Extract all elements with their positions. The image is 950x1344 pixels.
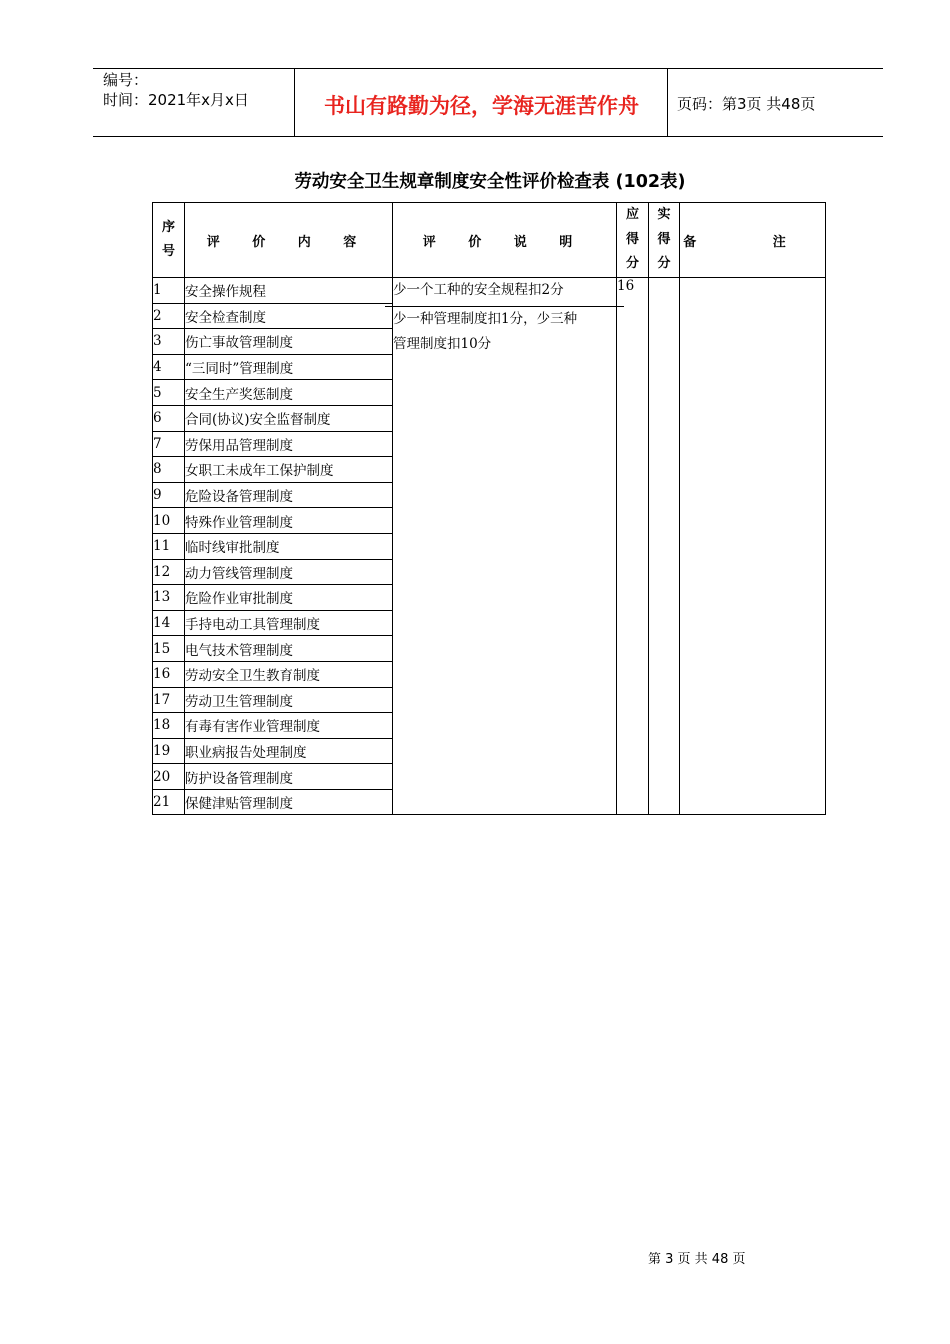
row-item: 手持电动工具管理制度: [185, 610, 393, 636]
footer-page-number: 第 3 页 共 48 页: [648, 1252, 746, 1267]
row-item: 伤亡事故管理制度: [185, 329, 393, 355]
row-number: 12: [153, 559, 185, 585]
header-should-char: 应: [625, 207, 639, 223]
header-divider-right: [667, 68, 668, 136]
table-row: [153, 278, 826, 304]
row-number: 3: [153, 329, 185, 355]
row-item: 危险设备管理制度: [185, 482, 393, 508]
header-should-score: [617, 203, 649, 278]
header-remark-label: 备 注: [683, 234, 822, 250]
should-score-cell: 16: [617, 278, 649, 815]
row-item: 保健津贴管理制度: [185, 789, 393, 815]
row-item: 安全检查制度: [185, 303, 393, 329]
row-item: 合同(协议)安全监督制度: [185, 405, 393, 431]
row-item: 防护设备管理制度: [185, 764, 393, 790]
header-content-label: 评 价 内 容: [206, 234, 371, 250]
header-no-char: 号: [161, 244, 175, 259]
row-item: 劳动安全卫生教育制度: [185, 661, 393, 687]
row-item: 特殊作业管理制度: [185, 508, 393, 534]
row-number: 11: [153, 533, 185, 559]
description-line: 少一个工种的安全规程扣2分: [393, 282, 564, 298]
header-actual-char: 得: [657, 231, 671, 247]
row-item: 劳动卫生管理制度: [185, 687, 393, 713]
header-description: [393, 203, 617, 278]
row-number: 1: [153, 278, 185, 304]
header-actual-char: 实: [657, 207, 671, 223]
row-number: 13: [153, 585, 185, 611]
row-number: 9: [153, 482, 185, 508]
row-number: 4: [153, 354, 185, 380]
row-item: 职业病报告处理制度: [185, 738, 393, 764]
header-bottom-rule: [93, 136, 883, 137]
row-number: 15: [153, 636, 185, 662]
serial-label: 编号：: [103, 71, 149, 89]
row-item: 电气技术管理制度: [185, 636, 393, 662]
header-no-char: 序: [161, 219, 175, 235]
row-number: 14: [153, 610, 185, 636]
row-number: 16: [153, 661, 185, 687]
table-body: [153, 278, 826, 815]
header-content: [185, 203, 393, 278]
header-description-label: 评 价 说 明: [422, 234, 587, 250]
row-item: 安全操作规程: [185, 278, 393, 304]
row-number: 7: [153, 431, 185, 457]
document-title: 劳动安全卫生规章制度安全性评价检查表 (102表): [294, 172, 686, 192]
remark-cell: [680, 278, 826, 815]
row-number: 2: [153, 303, 185, 329]
row-item: 劳保用品管理制度: [185, 431, 393, 457]
row-item: 女职工未成年工保护制度: [185, 457, 393, 483]
header-actual-char: 分: [657, 256, 671, 272]
header-should-char: 分: [625, 256, 639, 272]
row-number: 20: [153, 764, 185, 790]
header-no: [153, 203, 185, 278]
row-item: 有毒有害作业管理制度: [185, 713, 393, 739]
row-item: 危险作业审批制度: [185, 585, 393, 611]
header-actual-score: [649, 203, 680, 278]
description-cell: [393, 278, 617, 815]
header-page-info: 页码：第3页 共48页: [677, 95, 816, 113]
header-divider-left: [294, 68, 295, 136]
description-line: 管理制度扣10分: [393, 336, 492, 352]
row-number: 8: [153, 457, 185, 483]
header-should-char: 得: [625, 231, 639, 247]
actual-score-cell: [649, 278, 680, 815]
row-number: 18: [153, 713, 185, 739]
row-number: 10: [153, 508, 185, 534]
row-number: 21: [153, 789, 185, 815]
description-line: 少一种管理制度扣1分，少三种: [393, 311, 578, 327]
row-item: 临时线审批制度: [185, 533, 393, 559]
table-header-row: [153, 203, 826, 278]
row-number: 19: [153, 738, 185, 764]
time-label: 时间：2021年x月x日: [103, 91, 249, 109]
row-item: 动力管线管理制度: [185, 559, 393, 585]
row-item: “三同时”管理制度: [185, 354, 393, 380]
row-number: 5: [153, 380, 185, 406]
header-remark: [680, 203, 826, 278]
row-number: 6: [153, 405, 185, 431]
header-top-rule: [93, 68, 883, 69]
evaluation-table: [152, 202, 826, 815]
row-item: 安全生产奖惩制度: [185, 380, 393, 406]
row-number: 17: [153, 687, 185, 713]
header-motto: 书山有路勤为径，学海无涯苦作舟: [324, 94, 639, 118]
header-meta: [103, 70, 249, 110]
